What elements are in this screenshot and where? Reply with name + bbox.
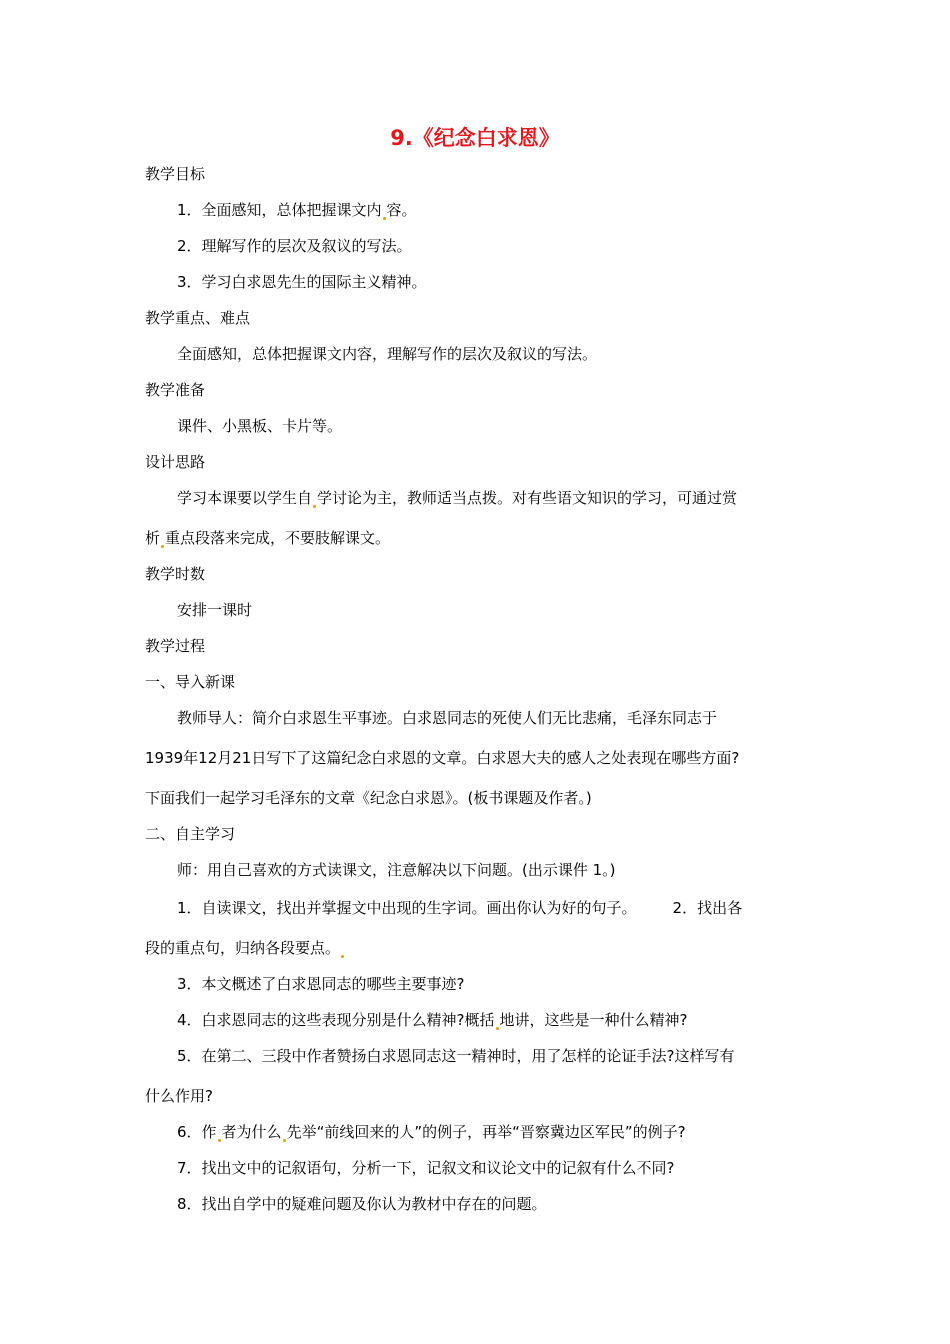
key-points-text: 全面感知，总体把握课文内容，理解写作的层次及叙议的写法。 [177,345,598,363]
question-5: 5．在第二、三段中作者赞扬白求恩同志这一精神时，用了怎样的论证手法?这样写有 [177,1047,735,1065]
question-3: 3．本文概述了白求恩同志的哪些主要事迹? [177,975,465,993]
section-heading-design: 设计思路 [145,453,206,471]
hours-text: 安排一课时 [177,601,253,619]
objective-item-3: 3．学习白求恩先生的国际主义精神。 [177,273,427,291]
question-6 [177,1122,686,1142]
intro-line-1: 教师导人：简介白求恩生平事迹。白求恩同志的死使人们无比悲痛，毛泽东同志于 [177,709,718,727]
question-text: 1．自读课文，找出并掌握文中出现的生字词。画出你认为好的句子。 [177,899,637,917]
section-heading-preparation: 教学准备 [145,381,206,399]
question-5-cont: 什么作用? [145,1087,213,1105]
design-text: 学习本课要以学生自 [177,489,313,507]
page-title: 9.《纪念白求恩》 [390,126,560,150]
question-text: 者为什么 [221,1123,282,1141]
subsection-heading-self-study: 二、自主学习 [145,825,236,843]
objective-text: 1．全面感知，总体把握课文内 [177,201,382,219]
objective-item-2: 2．理解写作的层次及叙议的写法。 [177,237,412,255]
question-7: 7．找出文中的记叙语句，分析一下，记叙文和议论文中的记叙有什么不同? [177,1159,675,1177]
intro-line-3: 下面我们一起学习毛泽东的文章《纪念白求恩》。(板书课题及作者。) [145,789,592,807]
mark-dot [496,1027,499,1030]
objective-text: 容。 [386,201,417,219]
section-heading-key-points: 教学重点、难点 [145,309,251,327]
section-heading-process: 教学过程 [145,637,206,655]
question-8: 8．找出自学中的疑难问题及你认为教材中存在的问题。 [177,1195,547,1213]
question-text: 4．白求恩同志的这些表现分别是什么精神?概括 [177,1011,495,1029]
question-text: 段的重点句，归纳各段要点。 [145,939,341,957]
question-text: 2．找出各 [672,899,743,917]
intro-line-2: 1939年12月21日写下了这篇纪念白求恩的文章。白求恩大夫的感人之处表现在哪些方面? [145,749,740,767]
question-2-cont [145,938,345,958]
self-study-intro: 师：用自己喜欢的方式读课文，注意解决以下问题。(出示课件 1。) [177,861,616,879]
mark-dot [283,1139,286,1142]
mark-dot [383,217,386,220]
design-line-1 [177,488,737,508]
design-line-2 [145,528,390,548]
question-text: 先举“前线回来的人”的例子，再举“晋察冀边区军民”的例子? [286,1123,686,1141]
question-text: 地讲，这些是一种什么精神? [499,1011,688,1029]
objective-item-1 [177,200,417,220]
section-heading-hours: 教学时数 [145,565,206,583]
mark-dot [161,545,164,548]
design-text: 学讨论为主，教师适当点拨。对有些语文知识的学习，可通过赏 [317,489,738,507]
question-text: 6．作 [177,1123,217,1141]
mark-dot [313,505,316,508]
subsection-heading-intro: 一、导入新课 [145,673,236,691]
design-text: 析 [145,529,161,547]
mark-dot [341,955,344,958]
section-heading-objectives: 教学目标 [145,165,206,183]
question-4 [177,1010,687,1030]
preparation-text: 课件、小黑板、卡片等。 [177,417,343,435]
design-text: 重点段落来完成，不要肢解课文。 [165,529,391,547]
question-1 [177,898,742,918]
mark-dot [218,1139,221,1142]
